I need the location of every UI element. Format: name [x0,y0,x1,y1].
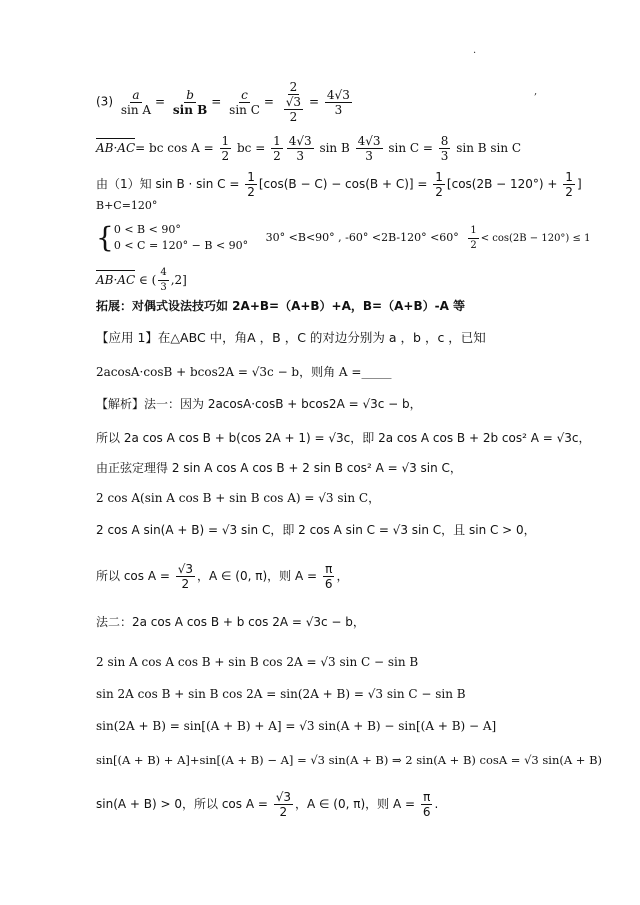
problem-statement: 2acosA·cosB + bcos2A = √3c − b，则角 A =_____ [96,365,392,379]
fraction: $\frac{b}{\text{sin B}}$ [172,87,208,117]
vector-product: AB·AC [96,273,136,287]
solution-step-1: 所以 2a cos A cos B + b(cos 2A + 1) = √3c，即 2a cos A cos B + 2b cos² A = √3c， [96,431,591,445]
solution-result-2: sin(A + B) > 0，所以 cos A = $\frac{√3}{2}$ ，A ∈ (0, π)，则 A = $\frac{\pi}{6}$ . [96,790,439,819]
solution-step-3: 2 cos A(sin A cos B + sin B cos A) = √3 sin C， [96,491,381,505]
method2-step-4: sin[(A + B) + A]+sin[(A + B) − A] = √3 sin(A + B) ⇒ 2 sin(A + B) cosA = √3 sin(A + B) [96,753,603,767]
equation-line-4: B+C=120° [96,199,158,212]
fraction: $\frac{4√3}{3}$ [326,87,350,117]
method2-step-1: 2 sin A cos A cos B + sin B cos 2A = √3 sin C − sin B [96,655,419,669]
solution-method-2: 法二：2a cos A cos B + b cos 2A = √3c − b， [96,615,365,629]
inequality-system: { 0 < B < 90° 0 < C = 120° − B < 90° 30° <B<90° , -60° <2B-120° <60° $\frac{1}{2}$ < cos(2B − 120°) ≤ 1 [96,221,591,254]
extension-note: 拓展：对偶式设法技巧如 2A+B=（A+B）+A，B=（A+B）-A 等 [96,299,466,313]
corner-mark: · [473,48,477,59]
solution-step-4: 2 cos A sin(A + B) = √3 sin C，即 2 cos A sin C = √3 sin C，且 sin C > 0， [96,523,536,537]
left-brace: { [96,221,114,254]
application-heading: 【应用 1】在△ABC 中，角A ，B ，C 的对边分别为 a ，b ，c ，已知 [96,330,486,345]
equation-line-3: 由（1）知 sin B · sin C = $\frac{1}{2}$ [cos(B − C) − cos(B + C)] = $\frac{1}{2}$ [cos(2B − 120°) + $\frac{1}{2}$ ] [96,170,582,199]
side-mark: , [534,86,538,97]
solution-step-2: 由正弦定理得 2 sin A cos A cos B + 2 sin B cos² A = √3 sin C， [96,461,462,475]
vector-product: AB·AC [96,141,136,155]
method2-step-2: sin 2A cos B + sin B cos 2A = sin(2A + B) = √3 sin C − sin B [96,687,466,701]
equation-line-2: AB·AC= bc cos A = $\frac{1}{2}$ bc = $\frac{1}{2}$ $\frac{4√3}{3}$ sin B $\frac{4√3}{3}$ sin C = $\frac{8}{3}$ sin B sin C [96,134,522,163]
equation-line-6: AB·AC ∈ ( $\frac{4}{3}$ ,2] [96,267,187,293]
method2-step-3: sin(2A + B) = sin[(A + B) + A] = √3 sin(A + B) − sin[(A + B) − A] [96,719,497,733]
fraction: $\frac{c}{\text{sin C}}$ [229,87,260,117]
fraction: $\frac{a}{\text{sin A}}$ [120,87,152,117]
item-label: (3) [96,94,113,109]
equation-line-1: (3) $\frac{a}{\text{sin A}}$ = $\frac{b}{\text{sin B}}$ = $\frac{c}{\text{sin C}}$ = $\frac{2}{\frac{√3}{2}}$ = $\frac{4√3}{3}$ [96,80,350,124]
solution-method-1: 【解析】法一：因为 2acosA·cosB + bcos2A = √3c − b， [96,397,422,411]
compound-fraction: $\frac{2}{\frac{√3}{2}}$ [285,80,302,124]
solution-result-1: 所以 cos A = $\frac{√3}{2}$ ，A ∈ (0, π)，则 A = $\frac{\pi}{6}$ ， [96,562,349,591]
